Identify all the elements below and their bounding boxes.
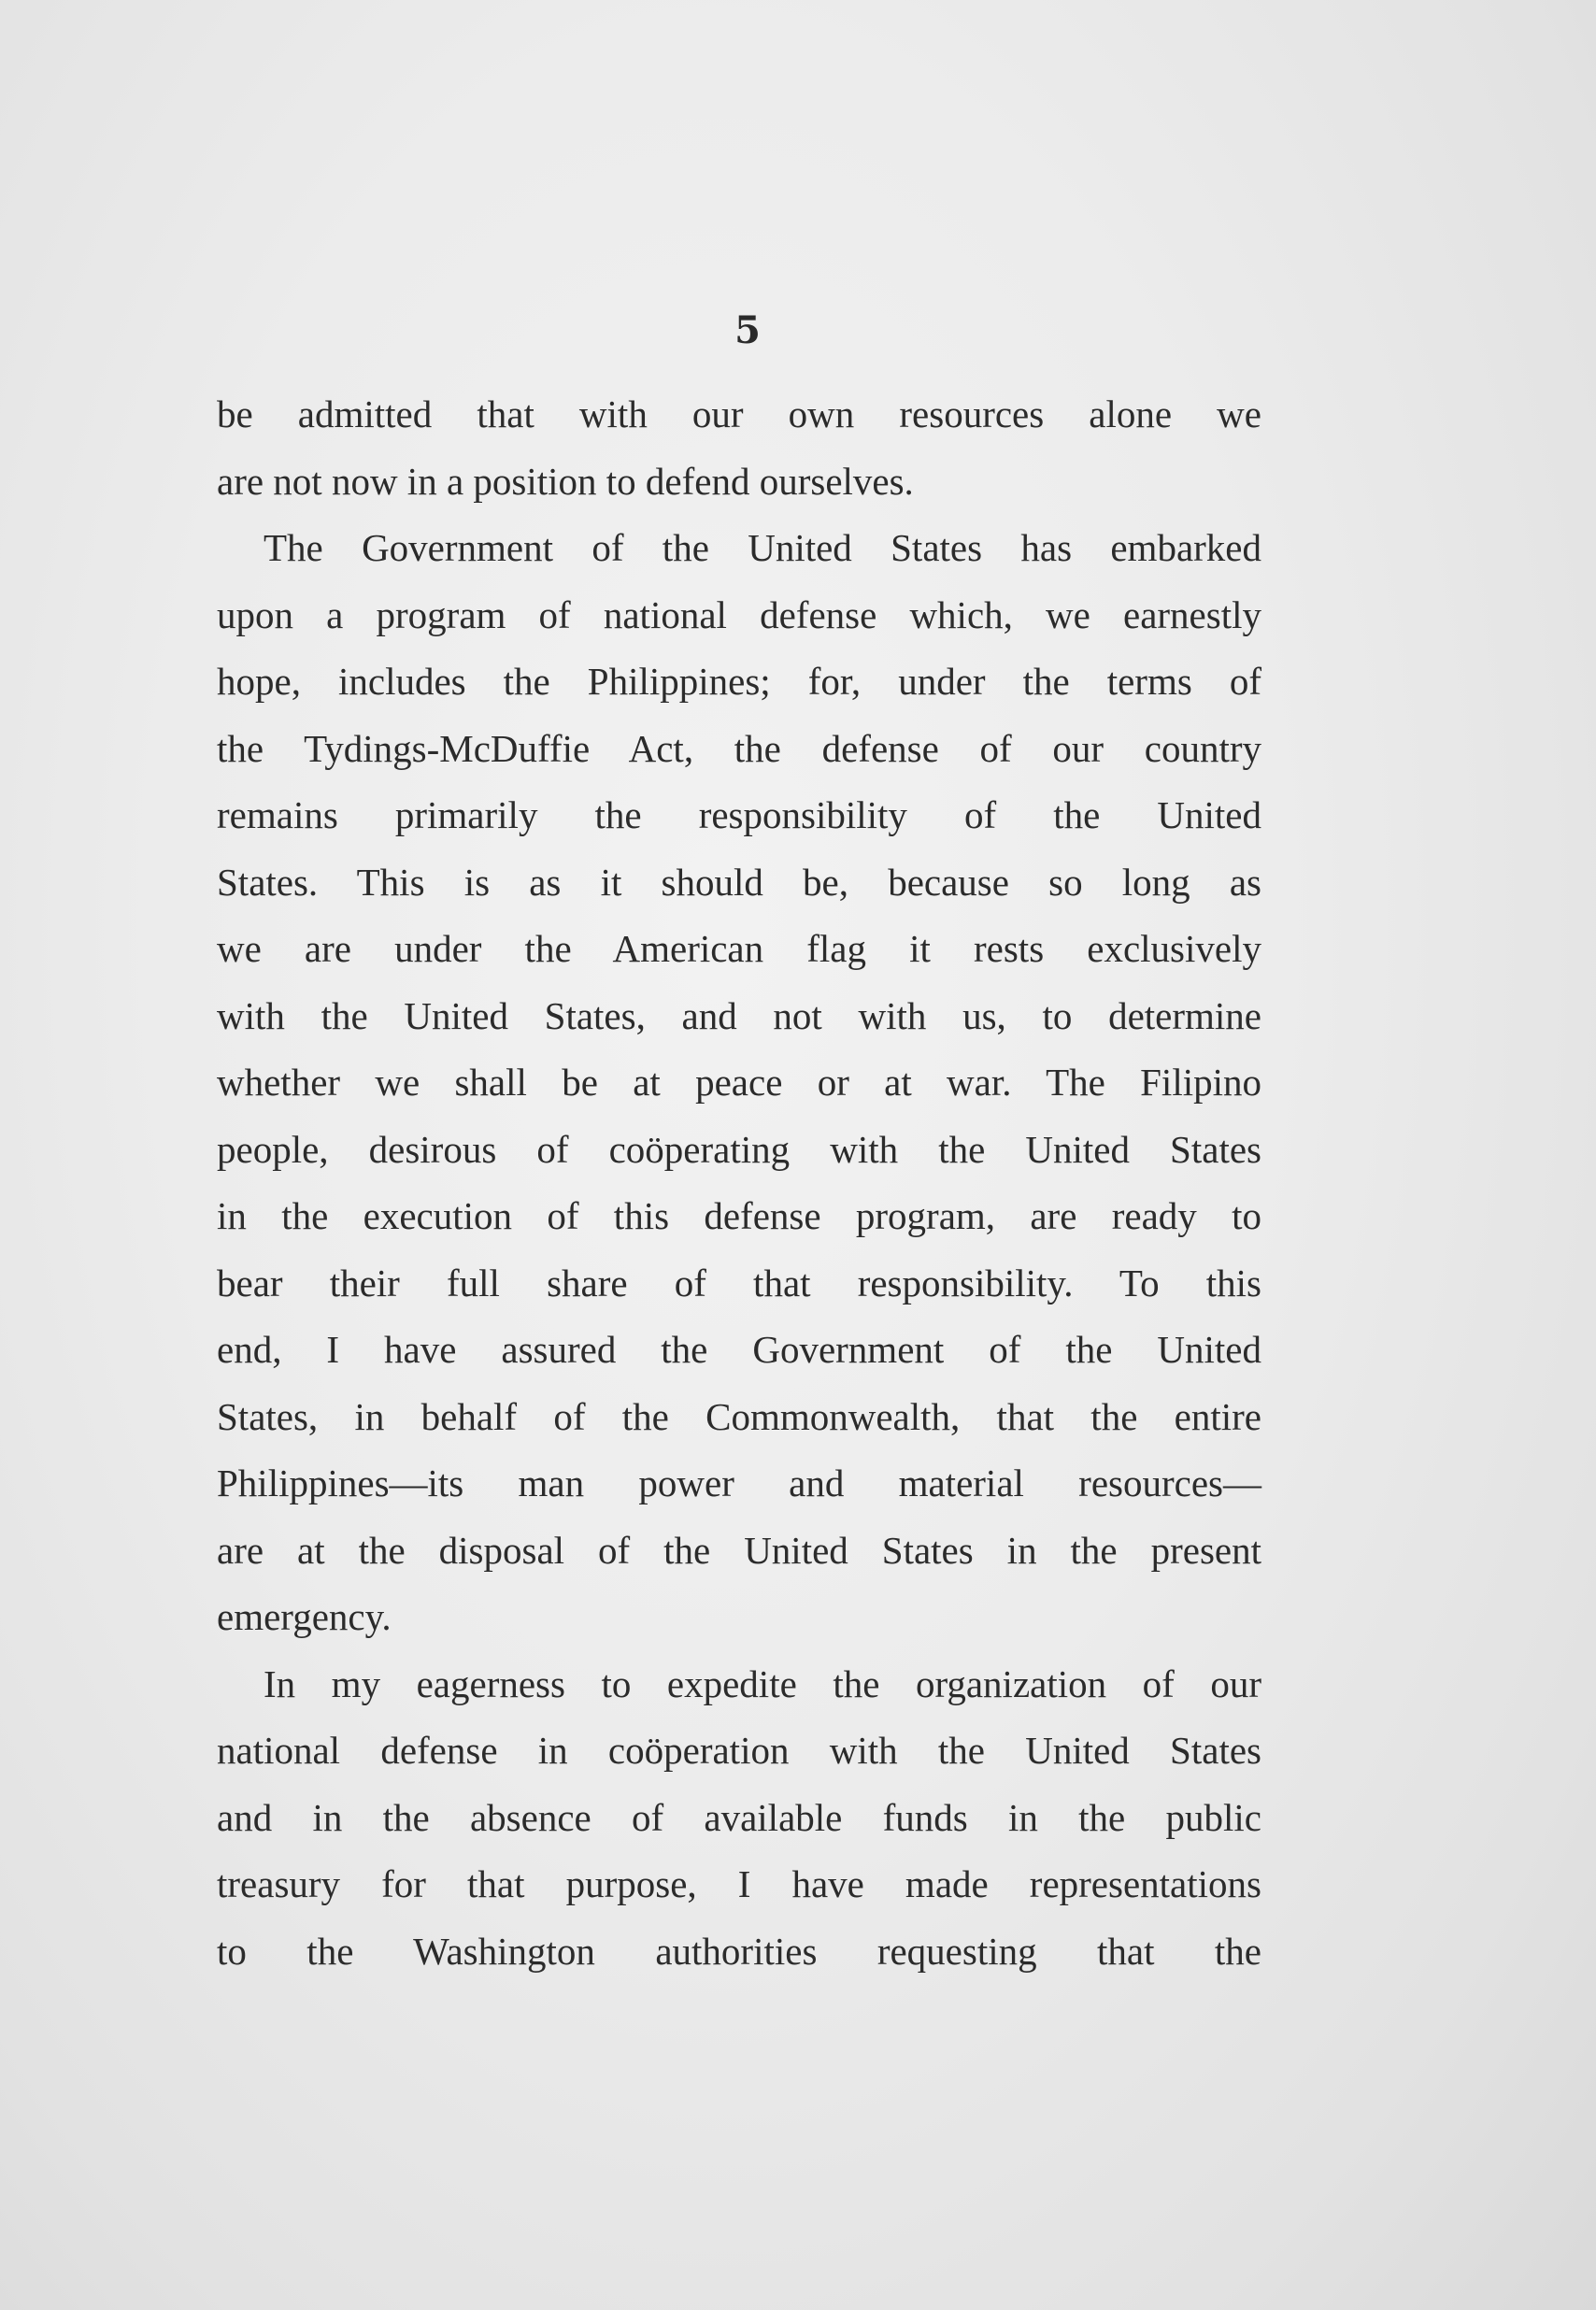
text-line: the Tydings-McDuffie Act, the defense of our country — [217, 726, 1261, 770]
text-line: people, desirous of coöperating with the United States — [217, 1127, 1261, 1171]
text-line: whether we shall be at peace or at war. The Filipino — [217, 1061, 1261, 1104]
paragraph — [217, 515, 1261, 1651]
text-line: bear their full share of that responsibility. To this — [217, 1261, 1261, 1305]
text-line: upon a program of national defense which, we earnestly — [217, 592, 1261, 636]
text-line: be admitted that with our own resources alone we — [217, 392, 1261, 435]
text-line: end, I have assured the Government of the United — [217, 1328, 1261, 1371]
text-line: and in the absence of available funds in the public — [217, 1795, 1261, 1839]
text-line: with the United States, and not with us, to determine — [217, 993, 1261, 1037]
text-line: are at the disposal of the United States in the present — [217, 1528, 1261, 1572]
text-line: The Government of the United States has embarked — [264, 526, 1261, 569]
text-line: States. This is as it should be, because so long as — [217, 860, 1261, 904]
text-line: we are under the American flag it rests exclusively — [217, 927, 1261, 970]
text-line: States, in behalf of the Commonwealth, that the entire — [217, 1394, 1261, 1438]
text-line: hope, includes the Philippines; for, under the terms of — [217, 660, 1261, 703]
text-line: to the Washington authorities requesting that the — [217, 1929, 1261, 1973]
text-line: in the execution of this defense program, are ready to — [217, 1194, 1261, 1237]
text-line: Philippines—its man power and material resources— — [217, 1462, 1261, 1504]
paragraph — [217, 1651, 1261, 1986]
page-number: 5 — [734, 308, 761, 352]
text-line: remains primarily the responsibility of the United — [217, 793, 1261, 836]
body-text — [217, 381, 1261, 1985]
text-line: treasury for that purpose, I have made representations — [217, 1862, 1261, 1905]
text-line: national defense in coöperation with the United States — [217, 1729, 1261, 1772]
paragraph — [217, 381, 1261, 515]
text-line: are not now in a position to defend ourselves. — [217, 459, 914, 503]
text-line: In my eagerness to expedite the organization of our — [264, 1661, 1261, 1705]
text-line: emergency. — [217, 1595, 392, 1638]
